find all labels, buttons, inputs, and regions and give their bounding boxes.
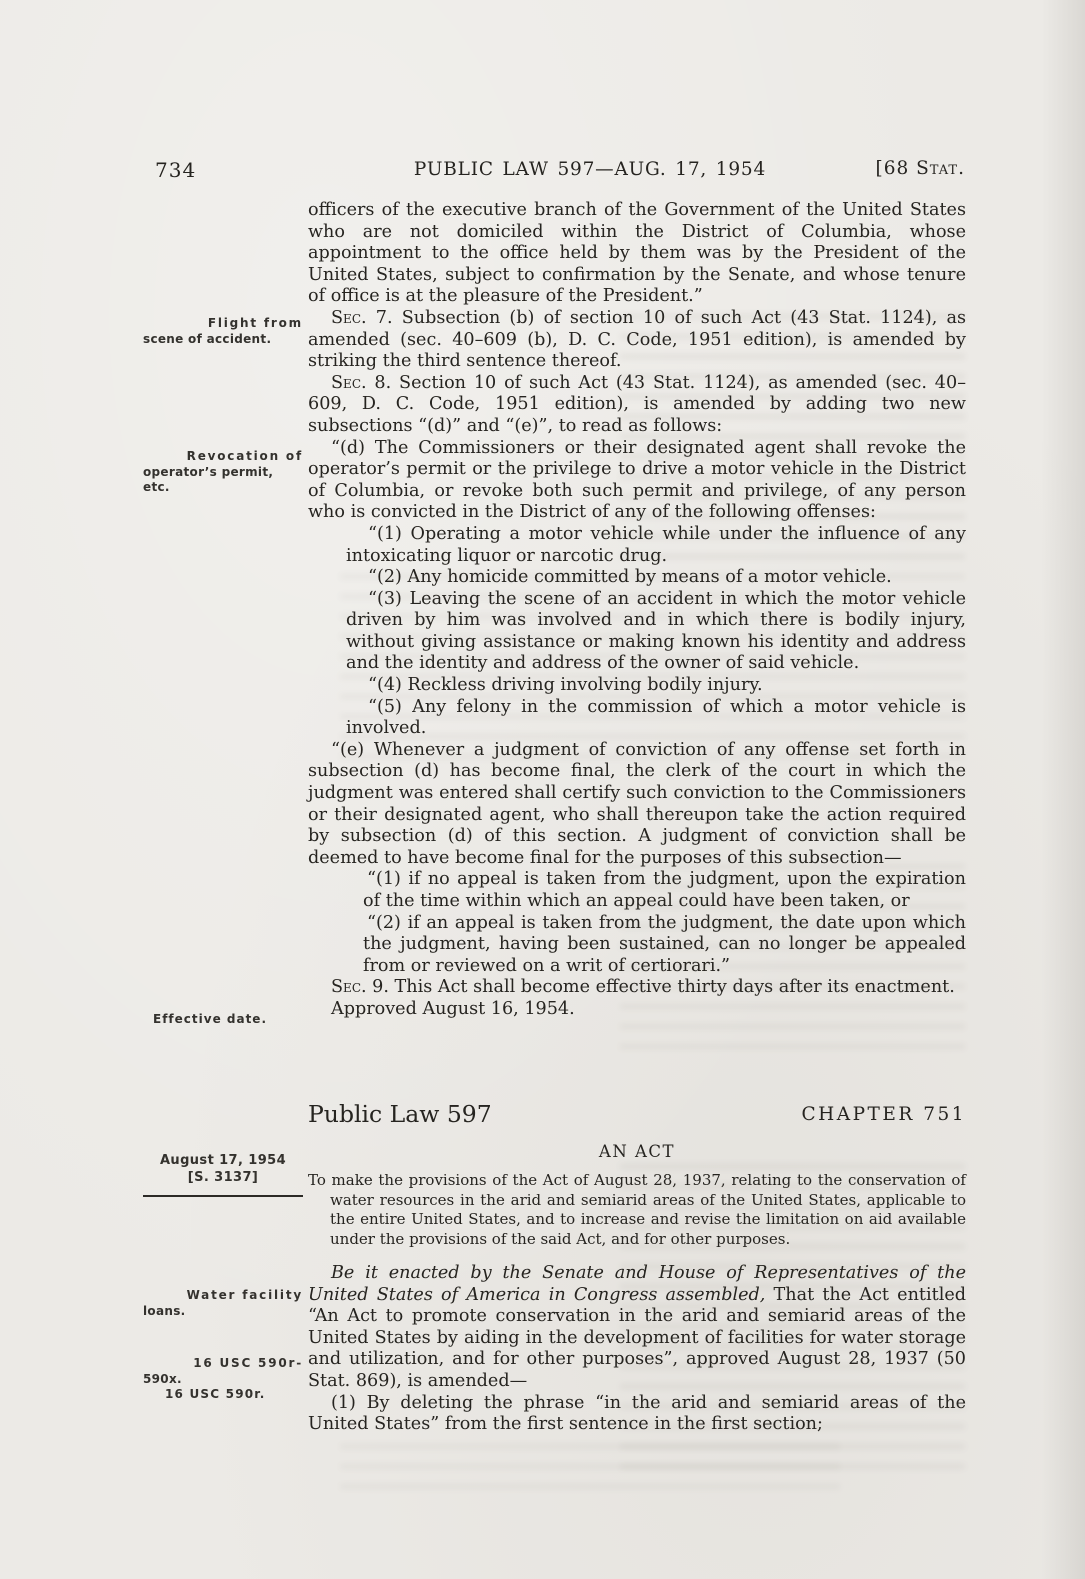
enacting-clause-text: That the Act entitled “An Act to promote conservation in the arid and semiarid areas of the United States by aiding in the development of facilities for water storage and utilization, and for other purposes”, approved August 28, 1937 (50 Stat. 869), is amended—: [308, 1284, 966, 1391]
enacting-clause-italic: Be it enacted by the Senate and House of Representatives of the United States of America in Congress assembled,: [308, 1263, 966, 1305]
section-8-label: Sec. 8.: [331, 372, 392, 393]
section-9: [308, 977, 966, 999]
section-7: [308, 308, 966, 373]
margin-note-line: loans.: [143, 1303, 186, 1318]
margin-note-line: Flight from: [207, 316, 303, 330]
bleed-through-artifact: [340, 1430, 840, 1490]
usc-citation-line: 16 USC 590r.: [165, 1387, 266, 1401]
statute-text-column: [308, 200, 966, 1021]
margin-note-line: scene of accident.: [143, 331, 272, 346]
page-number: 734: [155, 158, 197, 182]
section-8-text: Section 10 of such Act (43 Stat. 1124), as amended (sec. 40–609, D. C. Code, 1951 edition), is amended by adding two new subsections “(d)” and “(e)”, to read as follows:: [308, 372, 966, 436]
amendment-item-1: (1) By deleting the phrase “in the arid and semiarid areas of the United States” from the first sentence in the first section;: [308, 1392, 966, 1435]
subsection-d-item-2: “(2) Any homicide committed by means of a motor vehicle.: [368, 567, 892, 588]
chapter-number: CHAPTER 751: [801, 1104, 966, 1125]
subsection-d-item-3: “(3) Leaving the scene of an accident in which the motor vehicle driven by him was involved and in which there is bodily injury, without giving assistance or making known his identity and address and the identity and address of the owner of said vehicle.: [346, 588, 966, 674]
margin-note-revocation: [143, 449, 303, 496]
section-7-text: Subsection (b) of section 10 of such Act (43 Stat. 1124), as amended (sec. 40–609 (b), D. C. Code, 1951 edition), is amended by striking the third sentence thereof.: [308, 307, 967, 372]
subsection-e-item-1: “(1) if no appeal is taken from the judgment, upon the expiration of the time within which an appeal could have been taken, or: [363, 869, 966, 911]
public-law-597-section: [308, 1100, 966, 1436]
public-law-heading-row: [308, 1100, 966, 1134]
margin-note-line: August 17, 1954: [159, 1153, 287, 1168]
subsection-e: “(e) Whenever a judgment of conviction of any offense set forth in subsection (d) has become final, the clerk of the court in which the judgment was entered shall certify such conviction to the Commissioners or their designated agent, who shall thereupon take the action required by subsection (d) of this section. A judgment of conviction shall be deemed to have become final for the purposes of this subsection—: [308, 739, 966, 868]
section-8: [308, 373, 966, 438]
an-act-heading: AN ACT: [598, 1142, 676, 1161]
act-purpose: To make the provisions of the Act of August 28, 1937, relating to the conservation of water resources in the arid and semiarid areas of the United States, applicable to the entire United States, and to increase and revise the limitation on aid available under the provisions of the said Act, and for other purposes.: [308, 1171, 966, 1248]
bill-number: [S. 3137]: [187, 1170, 259, 1185]
margin-note-line: Water facility: [186, 1288, 303, 1302]
margin-note-enactment-date: [143, 1152, 303, 1197]
subsection-d-item-1: “(1) Operating a motor vehicle while under the influence of any intoxicating liquor or narcotic drug.: [346, 523, 966, 566]
continuation-paragraph: officers of the executive branch of the Government of the United States who are not domiciled within the District of Columbia, whose appointment to the office held by them was by the President of the United States, subject to confirmation by the Senate, and whose tenure of office is at the pleasure of the President.”: [308, 200, 966, 307]
margin-note-line: operator’s permit,: [143, 464, 274, 479]
running-head: [0, 158, 1085, 188]
section-7-label: Sec. 7.: [331, 307, 393, 328]
section-9-text: This Act shall become effective thirty days after its enactment.: [388, 977, 955, 998]
public-law-number: Public Law 597: [308, 1100, 492, 1128]
subsection-d-item-5: “(5) Any felony in the commission of which a motor vehicle is involved.: [346, 696, 966, 739]
enacting-clause: [308, 1263, 966, 1393]
margin-note-line: Revocation of: [186, 449, 303, 463]
margin-note-usc-citation: [143, 1356, 303, 1403]
margin-note-effective-date: Effective date.: [153, 1012, 267, 1026]
subsection-d: “(d) The Commissioners or their designated agent shall revoke the operator’s permit or the privilege to drive a motor vehicle in the District of Columbia, or revoke both such permit and privilege, of any person who is convicted in the District of any of the following offenses:: [308, 437, 966, 523]
usc-citation-line: 16 USC 590r-: [193, 1356, 303, 1370]
margin-note-flight-from-scene: [143, 316, 303, 347]
section-9-label: Sec. 9.: [331, 977, 389, 998]
approval-line: Approved August 16, 1954.: [331, 998, 575, 1019]
subsection-d-item-4: “(4) Reckless driving involving bodily injury.: [368, 675, 763, 696]
subsection-e-item-2: “(2) if an appeal is taken from the judgment, the date upon which the judgment, having been sustained, can no longer be appealed from or reviewed on a writ of certiorari.”: [363, 912, 966, 976]
margin-note-line: etc.: [143, 480, 170, 494]
running-title: PUBLIC LAW 597—AUG. 17, 1954: [413, 159, 767, 180]
margin-note-water-facility-loans: [143, 1288, 303, 1319]
usc-citation-line: 590x.: [143, 1371, 182, 1386]
stat-volume-label: [68 Stat.: [875, 158, 965, 179]
